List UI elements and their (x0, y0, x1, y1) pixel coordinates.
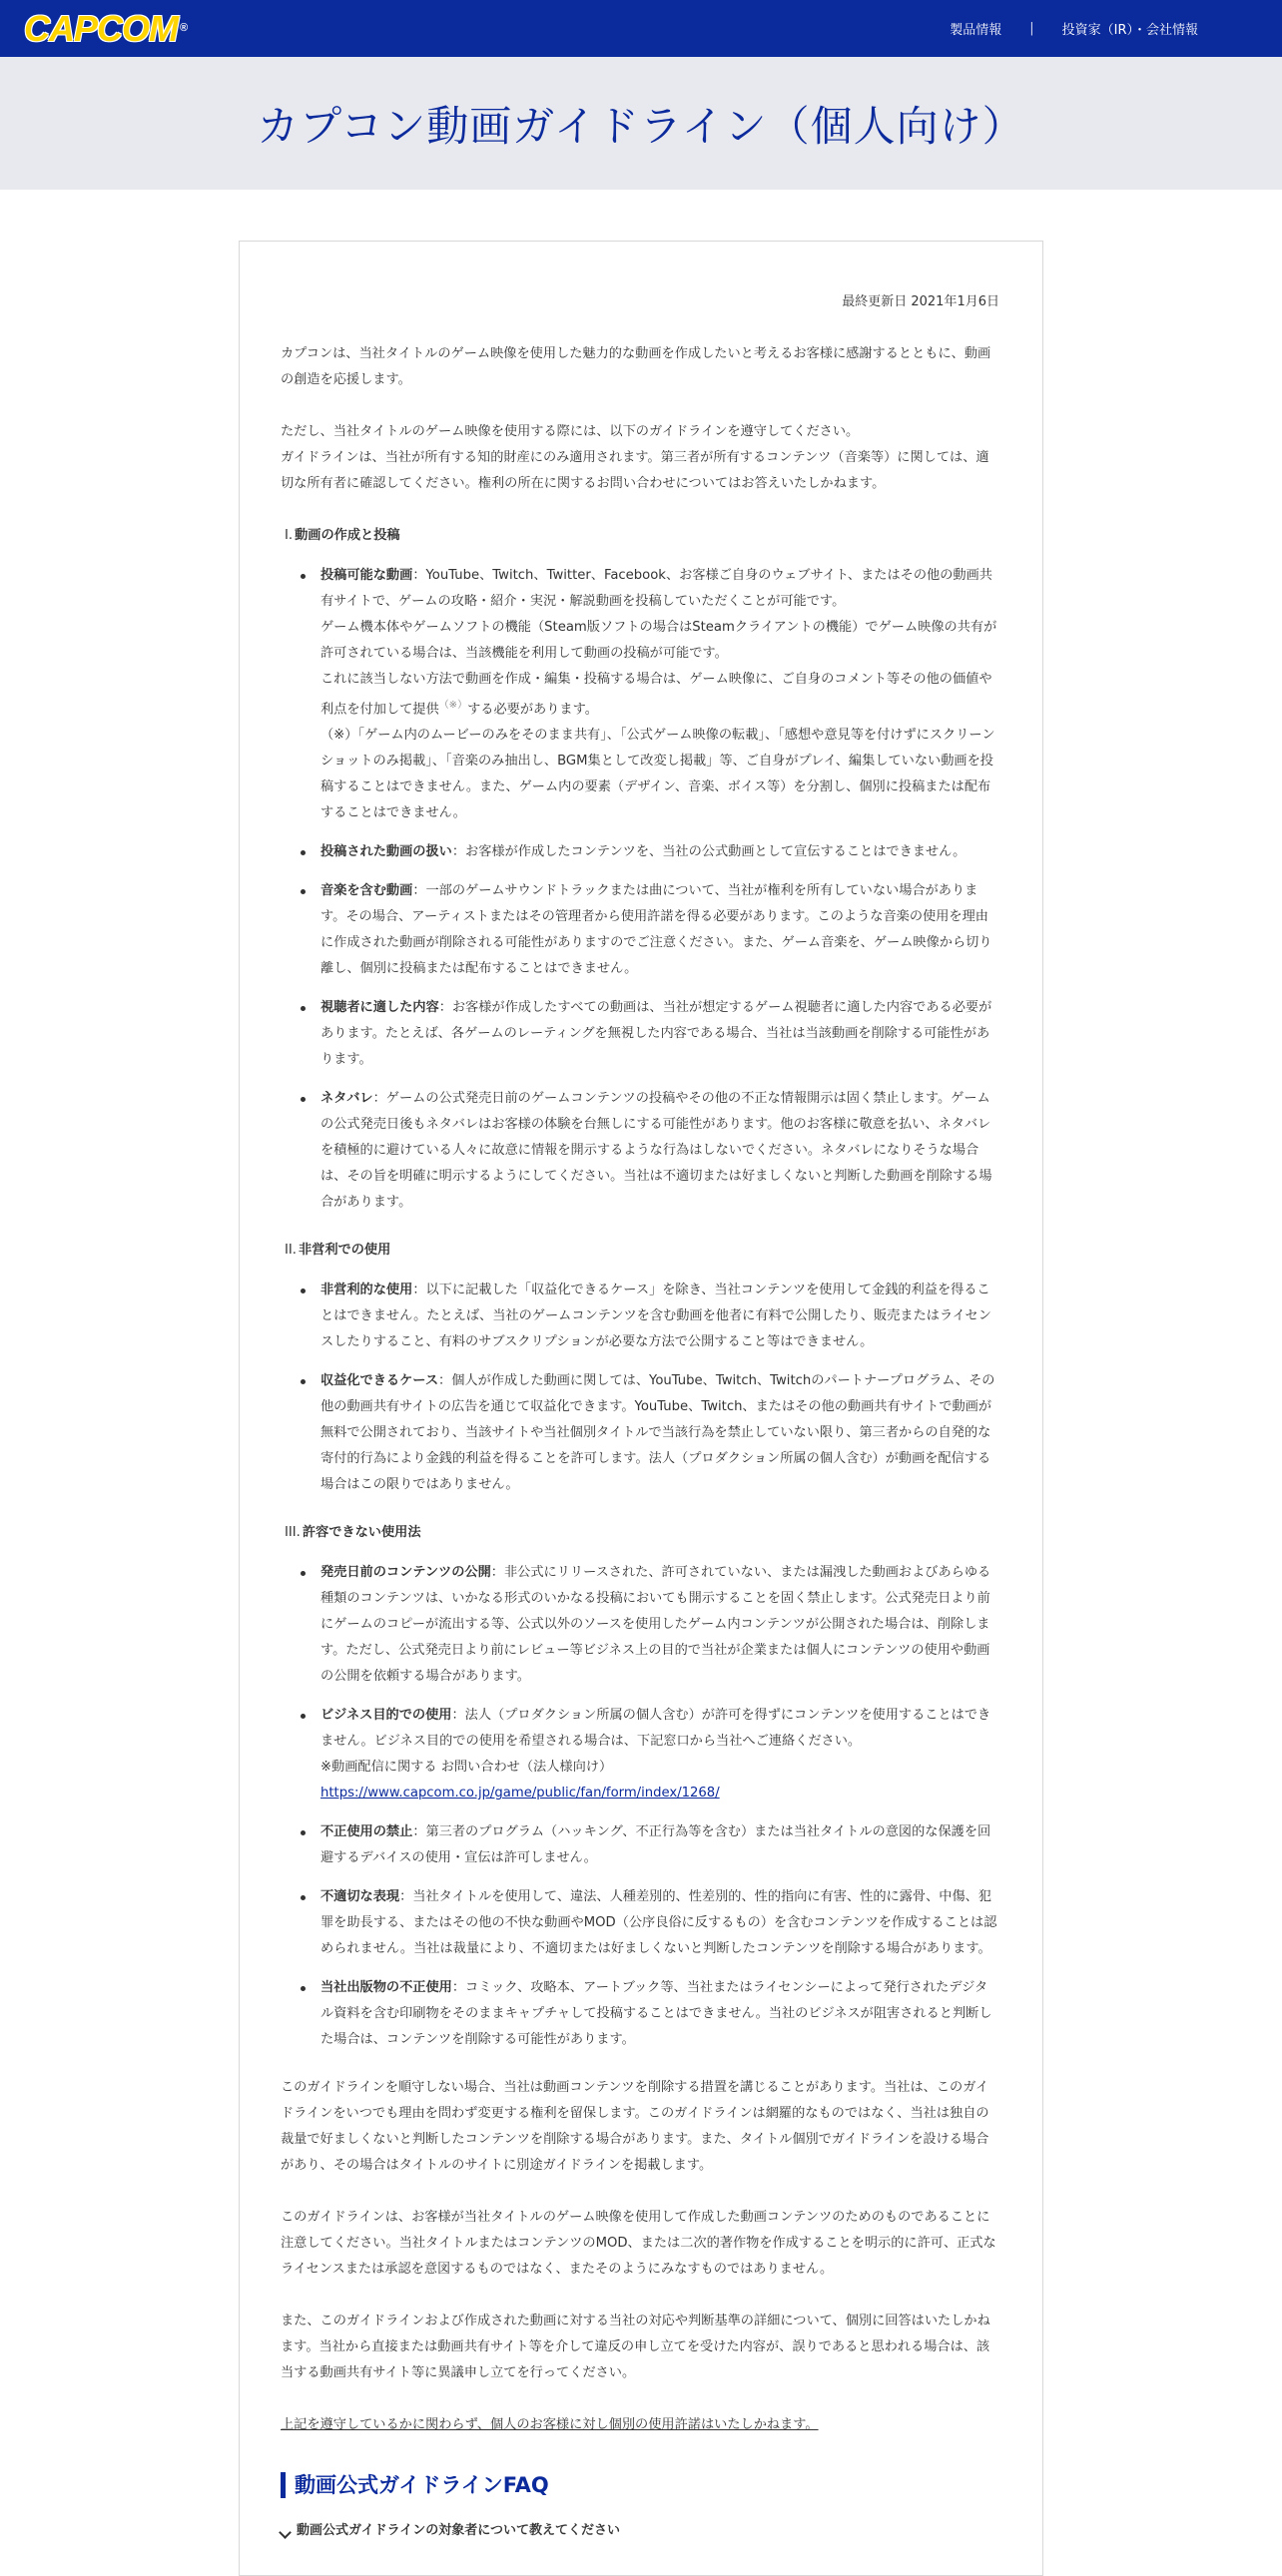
list-item: ネタバレ：ゲームの公式発売日前のゲームコンテンツの投稿やその他の不正な情報開示は固く禁止します。ゲームの公式発売日後もネタバレはお客様の体験を台無しにする可能性があります。他のお客様に敬意を払い、ネタバレを積極的に避けている人々に故意に情報を開示するような行為はしないでください。ネタバレになりそうな場合は、その旨を明確に明示するようにしてください。当社は不適切または好ましくないと判断した動画を削除する場合があります。 (297, 1086, 999, 1216)
nav-products-link[interactable]: 製品情報 (950, 23, 1002, 38)
section-list (297, 563, 999, 1216)
top-nav-bar (0, 0, 1282, 57)
guideline-card (239, 241, 1043, 2576)
capcom-logo[interactable]: CAPCOM ® (24, 8, 188, 49)
section-heading: I. 動画の作成と投稿 (285, 528, 400, 543)
list-item: 音楽を含む動画：一部のゲームサウンドトラックまたは曲について、当社が権利を所有していない場合があります。その場合、アーティストまたはその管理者から使用許諾を得る必要があります。このような音楽の使用を理由に作成された動画が削除される可能性がありますのでご注意ください。また、ゲーム音楽を、ゲーム映像から切り離し、個別に投稿または配布することはできません。 (297, 878, 999, 982)
section-list (297, 1278, 999, 1498)
closing-paragraph: また、このガイドラインおよび作成された動画に対する当社の対応や判断基準の詳細について、個別に回答はいたしかねます。当社から直接または動画共有サイト等を介して違反の申し立てを受けた内容が、誤りであると思われる場合は、該当する動画共有サイト等に異議申し立てを行ってください。 (281, 2314, 990, 2381)
closing-paragraph: このガイドラインは、お客様が当社タイトルのゲーム映像を使用して作成した動画コンテンツのためのものであることに注意してください。当社タイトルまたはコンテンツのMOD、または二次的著作物を作成することを明示的に許可、正式なライセンスまたは承認を意図するものではなく、またそのようにみなすものではありません。 (281, 2210, 996, 2278)
faq-heading: 動画公式ガイドラインFAQ (281, 2472, 999, 2498)
nav-ir-link[interactable]: 投資家（IR）・会社情報 (1061, 23, 1198, 38)
list-item: 発売日前のコンテンツの公開：非公式にリリースされた、許可されていない、または漏洩した動画およびあらゆる種類のコンテンツは、いかなる形式のいかなる投稿においても開示することを固く禁止します。公式発売日より前にゲームのコピーが流出する等、公式以外のソースを使用したゲーム内コンテンツが公開された場合は、削除します。ただし、公式発売日より前にレビュー等ビジネス上の目的で当社が企業または個人にコンテンツの使用や動画の公開を依頼する場合があります。 (297, 1560, 999, 1690)
section-list (297, 1560, 999, 2053)
list-item: 投稿可能な動画：YouTube、Twitch、Twitter、Facebook、お客様ご自身のウェブサイト、またはその他の動画共有サイトで、ゲームの攻略・紹介・実況・解説動画を投稿していただくことが可能です。 ゲーム機本体やゲームソフトの機能（Steam版ソフトの場合はSteamクライアントの機能）でゲーム映像の共有が許可されている場合は、当該機能を利用して動画の投稿が可能です。 これに該当しない方法で動画を作成・編集・投稿する場合は、ゲーム映像に、ご自身のコメント等その他の価値や利点を付加して提供（※）する必要があります。 （※）「ゲーム内のムービーのみをそのまま共有」、「公式ゲーム映像の転載」、「感想や意見等を付けずにスクリーンショットのみ掲載」、「音楽のみ抽出し、BGM集として改変し掲載」等、ご自身がプレイ、編集していない動画を投稿することはできません。また、ゲーム内の要素（デザイン、音楽、ボイス等）を分割し、個別に投稿または配布することはできません。 (297, 563, 999, 826)
list-item: 投稿された動画の扱い：お客様が作成したコンテンツを、当社の公式動画として宣伝することはできません。 (297, 839, 999, 865)
heading-bar (281, 2472, 286, 2498)
intro-paragraph: カプコンは、当社タイトルのゲーム映像を使用した魅力的な動画を作成したいと考えるお客様に感謝するとともに、動画の創造を応援します。 (281, 346, 991, 387)
business-contact-link[interactable]: https://www.capcom.co.jp/game/public/fan/form/index/1268/ (320, 1786, 720, 1802)
closing-note: 上記を遵守しているかに関わらず、個人のお客様に対し個別の使用許諾はいたしかねます。 (281, 2417, 819, 2433)
faq-question[interactable]: 動画公式ガイドラインの対象者について教えてください (281, 2518, 999, 2544)
contact-note: ※動画配信に関する お問い合わせ（法人様向け） (320, 1760, 613, 1776)
section-heading: III. 許容できない使用法 (285, 1525, 421, 1541)
intro-paragraph-2a: ただし、当社タイトルのゲーム映像を使用する際には、以下のガイドラインを遵守してください。 (281, 424, 860, 439)
closing-paragraph: このガイドラインを順守しない場合、当社は動画コンテンツを削除する措置を講じることがあります。当社は、このガイドラインをいつでも理由を問わず変更する権利を留保します。このガイドラインは網羅的なものではなく、当社は独自の裁量で好ましくないと判断したコンテンツを削除する場合があります。また、タイトル個別でガイドラインを設ける場合があり、その場合はタイトルのサイトに別途ガイドラインを掲載します。 (281, 2080, 989, 2174)
section-heading: II. 非営利での使用 (285, 1243, 391, 1259)
top-nav (950, 19, 1198, 38)
page-title: カプコン動画ガイドライン（個人向け） (257, 101, 1025, 151)
page-banner (0, 57, 1282, 190)
list-item: ビジネス目的での使用：法人（プロダクション所属の個人含む）が許可を得ずにコンテンツを使用することはできません。ビジネス目的での使用を希望される場合は、下記窓口から当社へご連絡ください。 ※動画配信に関する お問い合わせ（法人様向け） https://www.capcom.co.jp/game/public/fan/form/index/1268/ (297, 1703, 999, 1806)
last-updated: 最終更新日 2021年1月6日 (842, 294, 999, 309)
list-item: 視聴者に適した内容：お客様が作成したすべての動画は、当社が想定するゲーム視聴者に適した内容である必要があります。たとえば、各ゲームのレーティングを無視した内容である場合、当社は当該動画を削除する可能性があります。 (297, 995, 999, 1073)
nav-separator: | (1029, 21, 1034, 36)
list-item: 当社出版物の不正使用：コミック、攻略本、アートブック等、当社またはライセンシーによって発行されたデジタル資料を含む印刷物をそのままキャプチャして投稿することはできません。当社のビジネスが阻害されると判断した場合は、コンテンツを削除する可能性があります。 (297, 1975, 999, 2053)
list-item: 不正使用の禁止：第三者のプログラム（ハッキング、不正行為等を含む）または当社タイトルの意図的な保護を回避するデバイスの使用・宣伝は許可しません。 (297, 1819, 999, 1871)
list-item: 不適切な表現：当社タイトルを使用して、違法、人種差別的、性差別的、性的指向に有害、性的に露骨、中傷、犯罪を助長する、またはその他の不快な動画やMOD（公序良俗に反するもの）を含むコンテンツを作成することは認められません。当社は裁量により、不適切または好ましくないと判断したコンテンツを削除する場合があります。 (297, 1884, 999, 1962)
list-item: 収益化できるケース：個人が作成した動画に関しては、YouTube、Twitch、Twitchのパートナープログラム、その他の動画共有サイトの広告を通じて収益化できます。YouTube、Twitch、またはその他の動画共有サイトで動画が無料で公開されており、当該サイトや当社個別タイトルで当該行為を禁止していない限り、第三者からの自発的な寄付的行為により金銭的利益を得ることを許可します。法人（プロダクション所属の個人含む）が動画を配信する場合はこの限りではありません。 (297, 1368, 999, 1498)
list-item: 非営利的な使用：以下に記載した「収益化できるケース」を除き、当社コンテンツを使用して金銭的利益を得ることはできません。たとえば、当社のゲームコンテンツを含む動画を他者に有料で公開したり、販売またはライセンスしたりすること、有料のサブスクリプションが必要な方法で公開すること等はできません。 (297, 1278, 999, 1355)
intro-paragraph-2b: ガイドラインは、当社が所有する知的財産にのみ適用されます。第三者が所有するコンテンツ（音楽等）に関しては、適切な所有者に確認してください。権利の所在に関するお問い合わせについてはお答えいたしかねます。 (281, 450, 989, 491)
